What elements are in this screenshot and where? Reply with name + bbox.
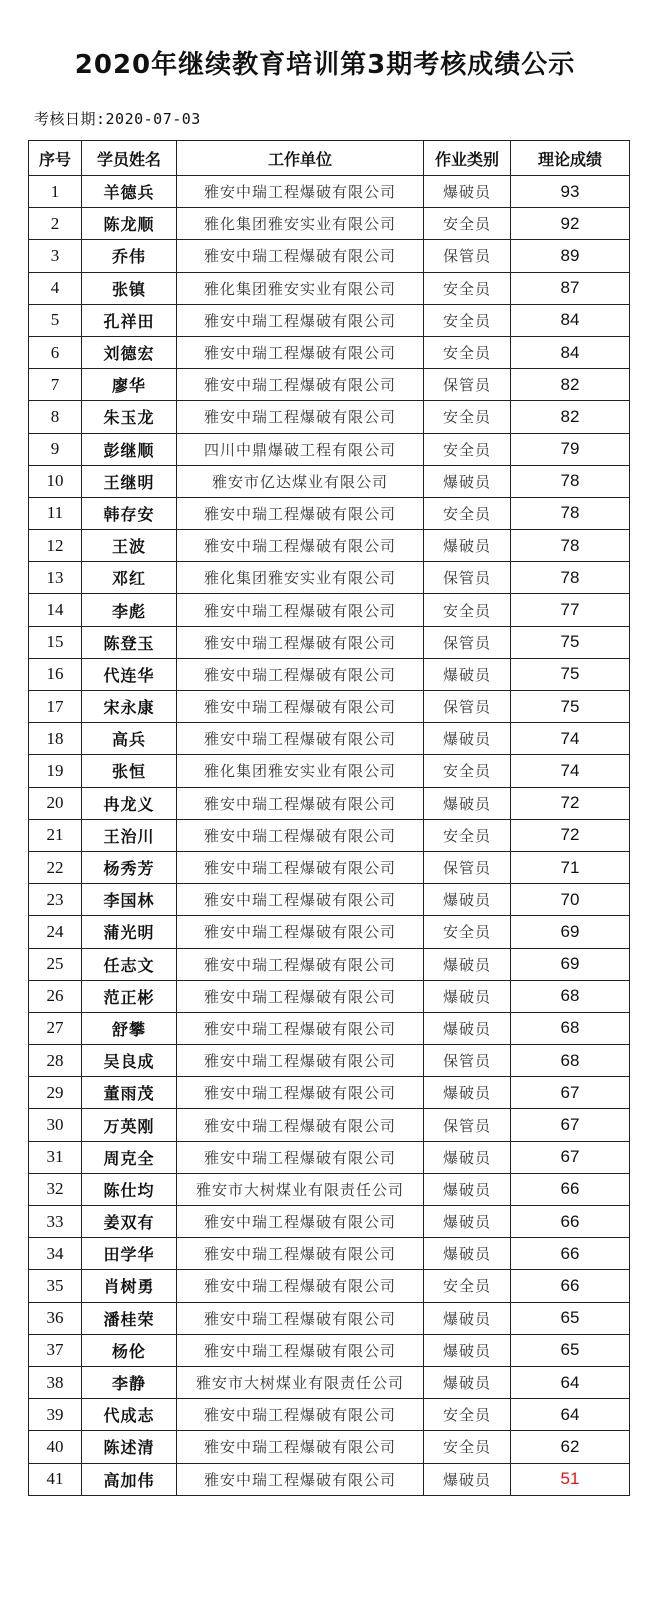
cell-student-name: 冉龙义 xyxy=(82,787,177,819)
cell-student-name: 周克全 xyxy=(82,1141,177,1173)
cell-work-unit: 雅安中瑞工程爆破有限公司 xyxy=(177,1206,424,1238)
cell-category: 爆破员 xyxy=(424,658,511,690)
cell-category: 安全员 xyxy=(424,916,511,948)
page-title: 2020年继续教育培训第3期考核成绩公示 xyxy=(74,50,576,80)
cell-index: 23 xyxy=(29,884,82,916)
cell-category: 保管员 xyxy=(424,691,511,723)
cell-index: 21 xyxy=(29,819,82,851)
cell-index: 11 xyxy=(29,497,82,529)
cell-category: 安全员 xyxy=(424,208,511,240)
cell-score: 66 xyxy=(511,1270,630,1302)
cell-score: 79 xyxy=(511,433,630,465)
cell-index: 6 xyxy=(29,336,82,368)
cell-work-unit: 雅化集团雅安实业有限公司 xyxy=(177,272,424,304)
cell-index: 5 xyxy=(29,304,82,336)
cell-index: 26 xyxy=(29,980,82,1012)
cell-student-name: 高加伟 xyxy=(82,1463,177,1495)
cell-index: 15 xyxy=(29,626,82,658)
cell-category: 爆破员 xyxy=(424,787,511,819)
cell-category: 爆破员 xyxy=(424,1077,511,1109)
cell-work-unit: 雅安中瑞工程爆破有限公司 xyxy=(177,1463,424,1495)
cell-index: 29 xyxy=(29,1077,82,1109)
cell-index: 35 xyxy=(29,1270,82,1302)
cell-student-name: 廖华 xyxy=(82,369,177,401)
table-row xyxy=(29,1399,630,1431)
cell-student-name: 代连华 xyxy=(82,658,177,690)
cell-score: 69 xyxy=(511,948,630,980)
header-name: 学员姓名 xyxy=(82,141,177,176)
cell-category: 爆破员 xyxy=(424,948,511,980)
cell-work-unit: 雅化集团雅安实业有限公司 xyxy=(177,208,424,240)
cell-index: 14 xyxy=(29,594,82,626)
cell-category: 爆破员 xyxy=(424,1173,511,1205)
table-row xyxy=(29,1366,630,1398)
cell-score: 75 xyxy=(511,691,630,723)
table-row xyxy=(29,884,630,916)
cell-work-unit: 雅安中瑞工程爆破有限公司 xyxy=(177,1141,424,1173)
cell-student-name: 杨伦 xyxy=(82,1334,177,1366)
table-row xyxy=(29,980,630,1012)
table-row xyxy=(29,1077,630,1109)
cell-category: 爆破员 xyxy=(424,1366,511,1398)
cell-student-name: 田学华 xyxy=(82,1238,177,1270)
table-row xyxy=(29,819,630,851)
cell-work-unit: 雅安中瑞工程爆破有限公司 xyxy=(177,176,424,208)
cell-work-unit: 雅安中瑞工程爆破有限公司 xyxy=(177,1431,424,1463)
cell-category: 保管员 xyxy=(424,1045,511,1077)
cell-student-name: 杨秀芳 xyxy=(82,851,177,883)
cell-category: 保管员 xyxy=(424,851,511,883)
table-row xyxy=(29,369,630,401)
cell-category: 安全员 xyxy=(424,594,511,626)
cell-work-unit: 雅安中瑞工程爆破有限公司 xyxy=(177,1270,424,1302)
cell-score: 84 xyxy=(511,304,630,336)
cell-score: 65 xyxy=(511,1302,630,1334)
table-row xyxy=(29,1238,630,1270)
header-unit: 工作单位 xyxy=(177,141,424,176)
table-row xyxy=(29,208,630,240)
cell-index: 9 xyxy=(29,433,82,465)
table-row xyxy=(29,658,630,690)
cell-category: 保管员 xyxy=(424,1109,511,1141)
cell-category: 安全员 xyxy=(424,1399,511,1431)
cell-student-name: 刘德宏 xyxy=(82,336,177,368)
cell-category: 爆破员 xyxy=(424,530,511,562)
table-row xyxy=(29,530,630,562)
cell-student-name: 陈仕均 xyxy=(82,1173,177,1205)
cell-score: 51 xyxy=(511,1463,630,1495)
cell-score: 72 xyxy=(511,787,630,819)
cell-category: 爆破员 xyxy=(424,1302,511,1334)
cell-category: 安全员 xyxy=(424,401,511,433)
cell-work-unit: 雅安中瑞工程爆破有限公司 xyxy=(177,594,424,626)
cell-student-name: 董雨茂 xyxy=(82,1077,177,1109)
cell-student-name: 韩存安 xyxy=(82,497,177,529)
table-row xyxy=(29,1109,630,1141)
cell-work-unit: 雅安中瑞工程爆破有限公司 xyxy=(177,980,424,1012)
table-row xyxy=(29,723,630,755)
cell-score: 71 xyxy=(511,851,630,883)
table-row xyxy=(29,626,630,658)
cell-index: 40 xyxy=(29,1431,82,1463)
cell-student-name: 羊德兵 xyxy=(82,176,177,208)
table-row xyxy=(29,1270,630,1302)
cell-index: 34 xyxy=(29,1238,82,1270)
cell-student-name: 高兵 xyxy=(82,723,177,755)
table-row xyxy=(29,304,630,336)
cell-student-name: 王继明 xyxy=(82,465,177,497)
cell-work-unit: 雅安中瑞工程爆破有限公司 xyxy=(177,1399,424,1431)
header-index: 序号 xyxy=(29,141,82,176)
cell-index: 41 xyxy=(29,1463,82,1495)
cell-score: 75 xyxy=(511,626,630,658)
table-row xyxy=(29,1334,630,1366)
cell-category: 爆破员 xyxy=(424,176,511,208)
table-header-row xyxy=(29,141,630,176)
cell-student-name: 范正彬 xyxy=(82,980,177,1012)
cell-category: 爆破员 xyxy=(424,1334,511,1366)
cell-index: 1 xyxy=(29,176,82,208)
cell-work-unit: 雅安中瑞工程爆破有限公司 xyxy=(177,626,424,658)
cell-score: 72 xyxy=(511,819,630,851)
table-row xyxy=(29,1045,630,1077)
cell-category: 安全员 xyxy=(424,1270,511,1302)
cell-category: 爆破员 xyxy=(424,1463,511,1495)
cell-work-unit: 雅安中瑞工程爆破有限公司 xyxy=(177,497,424,529)
cell-work-unit: 雅安中瑞工程爆破有限公司 xyxy=(177,1045,424,1077)
cell-work-unit: 雅安中瑞工程爆破有限公司 xyxy=(177,819,424,851)
cell-category: 爆破员 xyxy=(424,1141,511,1173)
cell-score: 77 xyxy=(511,594,630,626)
cell-index: 20 xyxy=(29,787,82,819)
cell-score: 68 xyxy=(511,1012,630,1044)
cell-category: 安全员 xyxy=(424,336,511,368)
cell-student-name: 朱玉龙 xyxy=(82,401,177,433)
cell-index: 25 xyxy=(29,948,82,980)
cell-category: 爆破员 xyxy=(424,1012,511,1044)
cell-score: 84 xyxy=(511,336,630,368)
cell-score: 70 xyxy=(511,884,630,916)
cell-index: 2 xyxy=(29,208,82,240)
cell-work-unit: 雅安市大树煤业有限责任公司 xyxy=(177,1366,424,1398)
cell-work-unit: 雅安中瑞工程爆破有限公司 xyxy=(177,691,424,723)
cell-score: 93 xyxy=(511,176,630,208)
cell-score: 82 xyxy=(511,369,630,401)
cell-score: 92 xyxy=(511,208,630,240)
cell-index: 37 xyxy=(29,1334,82,1366)
cell-work-unit: 雅化集团雅安实业有限公司 xyxy=(177,755,424,787)
table-row xyxy=(29,336,630,368)
cell-work-unit: 雅安中瑞工程爆破有限公司 xyxy=(177,884,424,916)
table-row xyxy=(29,1463,630,1495)
cell-index: 32 xyxy=(29,1173,82,1205)
cell-index: 12 xyxy=(29,530,82,562)
cell-work-unit: 雅安中瑞工程爆破有限公司 xyxy=(177,1302,424,1334)
cell-index: 17 xyxy=(29,691,82,723)
cell-score: 65 xyxy=(511,1334,630,1366)
cell-work-unit: 雅安中瑞工程爆破有限公司 xyxy=(177,401,424,433)
cell-index: 10 xyxy=(29,465,82,497)
cell-category: 保管员 xyxy=(424,240,511,272)
cell-score: 66 xyxy=(511,1238,630,1270)
cell-work-unit: 雅安中瑞工程爆破有限公司 xyxy=(177,336,424,368)
cell-score: 75 xyxy=(511,658,630,690)
cell-student-name: 潘桂荣 xyxy=(82,1302,177,1334)
cell-index: 33 xyxy=(29,1206,82,1238)
cell-score: 74 xyxy=(511,755,630,787)
cell-category: 爆破员 xyxy=(424,884,511,916)
cell-score: 69 xyxy=(511,916,630,948)
cell-index: 8 xyxy=(29,401,82,433)
table-row xyxy=(29,497,630,529)
cell-student-name: 舒攀 xyxy=(82,1012,177,1044)
cell-index: 36 xyxy=(29,1302,82,1334)
cell-student-name: 彭继顺 xyxy=(82,433,177,465)
cell-student-name: 陈龙顺 xyxy=(82,208,177,240)
table-row xyxy=(29,1302,630,1334)
cell-score: 78 xyxy=(511,562,630,594)
cell-index: 7 xyxy=(29,369,82,401)
cell-work-unit: 雅安市大树煤业有限责任公司 xyxy=(177,1173,424,1205)
cell-work-unit: 雅安中瑞工程爆破有限公司 xyxy=(177,1109,424,1141)
cell-category: 爆破员 xyxy=(424,1238,511,1270)
cell-index: 28 xyxy=(29,1045,82,1077)
cell-score: 64 xyxy=(511,1366,630,1398)
score-table xyxy=(28,140,630,1496)
cell-category: 爆破员 xyxy=(424,980,511,1012)
cell-index: 27 xyxy=(29,1012,82,1044)
cell-student-name: 乔伟 xyxy=(82,240,177,272)
cell-category: 安全员 xyxy=(424,304,511,336)
cell-category: 保管员 xyxy=(424,562,511,594)
cell-category: 爆破员 xyxy=(424,1206,511,1238)
cell-student-name: 李国林 xyxy=(82,884,177,916)
table-row xyxy=(29,433,630,465)
cell-category: 安全员 xyxy=(424,272,511,304)
cell-category: 安全员 xyxy=(424,755,511,787)
cell-work-unit: 雅安中瑞工程爆破有限公司 xyxy=(177,1238,424,1270)
cell-category: 爆破员 xyxy=(424,723,511,755)
table-row xyxy=(29,948,630,980)
cell-work-unit: 雅安中瑞工程爆破有限公司 xyxy=(177,851,424,883)
cell-student-name: 姜双有 xyxy=(82,1206,177,1238)
cell-score: 67 xyxy=(511,1141,630,1173)
cell-score: 67 xyxy=(511,1109,630,1141)
cell-student-name: 张恒 xyxy=(82,755,177,787)
cell-student-name: 代成志 xyxy=(82,1399,177,1431)
cell-work-unit: 雅安中瑞工程爆破有限公司 xyxy=(177,1334,424,1366)
table-row xyxy=(29,755,630,787)
cell-score: 68 xyxy=(511,1045,630,1077)
cell-score: 64 xyxy=(511,1399,630,1431)
table-row xyxy=(29,1431,630,1463)
cell-work-unit: 雅安中瑞工程爆破有限公司 xyxy=(177,723,424,755)
cell-index: 3 xyxy=(29,240,82,272)
table-row xyxy=(29,1173,630,1205)
cell-index: 13 xyxy=(29,562,82,594)
table-row xyxy=(29,562,630,594)
exam-date: 考核日期:2020-07-03 xyxy=(34,110,201,128)
cell-score: 67 xyxy=(511,1077,630,1109)
table-row xyxy=(29,691,630,723)
cell-student-name: 邓红 xyxy=(82,562,177,594)
cell-student-name: 任志文 xyxy=(82,948,177,980)
table-row xyxy=(29,401,630,433)
cell-student-name: 李彪 xyxy=(82,594,177,626)
cell-score: 78 xyxy=(511,465,630,497)
table-row xyxy=(29,1012,630,1044)
cell-work-unit: 雅安中瑞工程爆破有限公司 xyxy=(177,787,424,819)
cell-work-unit: 雅安中瑞工程爆破有限公司 xyxy=(177,369,424,401)
cell-index: 31 xyxy=(29,1141,82,1173)
table-row xyxy=(29,240,630,272)
cell-student-name: 万英刚 xyxy=(82,1109,177,1141)
cell-index: 24 xyxy=(29,916,82,948)
cell-student-name: 孔祥田 xyxy=(82,304,177,336)
cell-work-unit: 雅安市亿达煤业有限公司 xyxy=(177,465,424,497)
cell-student-name: 肖树勇 xyxy=(82,1270,177,1302)
table-row xyxy=(29,272,630,304)
cell-score: 66 xyxy=(511,1173,630,1205)
cell-student-name: 陈登玉 xyxy=(82,626,177,658)
cell-category: 爆破员 xyxy=(424,465,511,497)
cell-score: 62 xyxy=(511,1431,630,1463)
cell-student-name: 李静 xyxy=(82,1366,177,1398)
cell-index: 30 xyxy=(29,1109,82,1141)
cell-index: 22 xyxy=(29,851,82,883)
table-row xyxy=(29,1141,630,1173)
cell-index: 19 xyxy=(29,755,82,787)
cell-score: 74 xyxy=(511,723,630,755)
cell-score: 89 xyxy=(511,240,630,272)
cell-score: 66 xyxy=(511,1206,630,1238)
table-row xyxy=(29,851,630,883)
cell-category: 安全员 xyxy=(424,819,511,851)
cell-student-name: 陈述清 xyxy=(82,1431,177,1463)
cell-student-name: 吴良成 xyxy=(82,1045,177,1077)
cell-student-name: 蒲光明 xyxy=(82,916,177,948)
cell-score: 78 xyxy=(511,530,630,562)
cell-work-unit: 雅化集团雅安实业有限公司 xyxy=(177,562,424,594)
table-row xyxy=(29,1206,630,1238)
cell-student-name: 王波 xyxy=(82,530,177,562)
cell-work-unit: 雅安中瑞工程爆破有限公司 xyxy=(177,948,424,980)
cell-category: 安全员 xyxy=(424,1431,511,1463)
cell-index: 39 xyxy=(29,1399,82,1431)
table-row xyxy=(29,176,630,208)
header-score: 理论成绩 xyxy=(511,141,630,176)
cell-student-name: 宋永康 xyxy=(82,691,177,723)
cell-work-unit: 雅安中瑞工程爆破有限公司 xyxy=(177,530,424,562)
cell-index: 4 xyxy=(29,272,82,304)
cell-index: 16 xyxy=(29,658,82,690)
table-row xyxy=(29,594,630,626)
table-row xyxy=(29,787,630,819)
cell-category: 安全员 xyxy=(424,497,511,529)
cell-category: 安全员 xyxy=(424,433,511,465)
cell-work-unit: 雅安中瑞工程爆破有限公司 xyxy=(177,658,424,690)
cell-work-unit: 雅安中瑞工程爆破有限公司 xyxy=(177,1077,424,1109)
cell-work-unit: 雅安中瑞工程爆破有限公司 xyxy=(177,240,424,272)
cell-category: 保管员 xyxy=(424,626,511,658)
cell-work-unit: 雅安中瑞工程爆破有限公司 xyxy=(177,1012,424,1044)
cell-category: 保管员 xyxy=(424,369,511,401)
cell-student-name: 张镇 xyxy=(82,272,177,304)
cell-work-unit: 雅安中瑞工程爆破有限公司 xyxy=(177,304,424,336)
table-body xyxy=(29,176,630,1496)
table-row xyxy=(29,916,630,948)
cell-index: 18 xyxy=(29,723,82,755)
cell-score: 87 xyxy=(511,272,630,304)
table-row xyxy=(29,465,630,497)
cell-score: 78 xyxy=(511,497,630,529)
cell-index: 38 xyxy=(29,1366,82,1398)
cell-score: 68 xyxy=(511,980,630,1012)
cell-student-name: 王治川 xyxy=(82,819,177,851)
cell-work-unit: 四川中鼎爆破工程有限公司 xyxy=(177,433,424,465)
cell-work-unit: 雅安中瑞工程爆破有限公司 xyxy=(177,916,424,948)
cell-score: 82 xyxy=(511,401,630,433)
header-category: 作业类别 xyxy=(424,141,511,176)
